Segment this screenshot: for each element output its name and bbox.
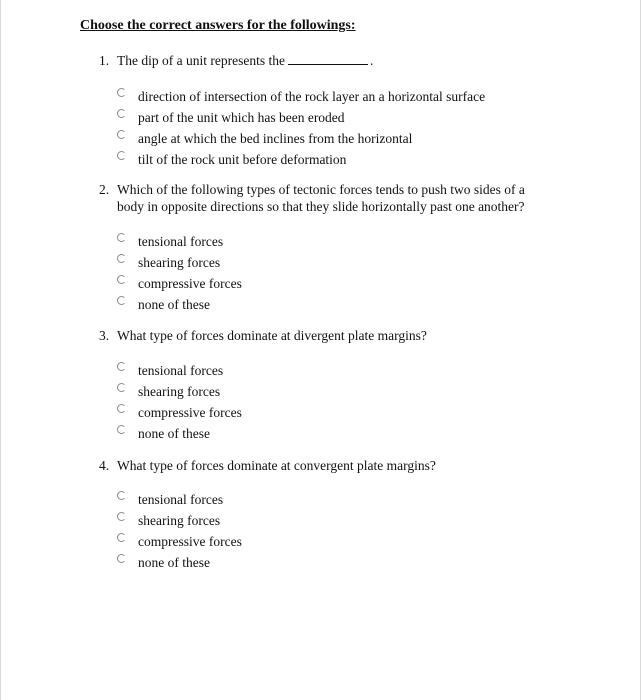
option-label: angle at which the bed inclines from the horizontal xyxy=(138,131,413,146)
option-3d[interactable] xyxy=(117,423,242,444)
question-2-options xyxy=(117,231,242,315)
radio-button[interactable] xyxy=(117,151,126,160)
radio-button[interactable] xyxy=(117,88,126,97)
option-label: none of these xyxy=(138,426,210,441)
radio-button[interactable] xyxy=(117,491,126,500)
question-number: 4. xyxy=(99,458,110,473)
question-4 xyxy=(99,457,600,474)
question-1 xyxy=(99,52,600,69)
option-3c[interactable] xyxy=(117,402,242,423)
question-1-options xyxy=(117,86,485,170)
option-label: compressive forces xyxy=(138,276,242,291)
question-2 xyxy=(99,181,600,215)
quiz-heading: Choose the correct answers for the followings: xyxy=(80,18,356,33)
radio-button[interactable] xyxy=(117,130,126,139)
option-1c[interactable] xyxy=(117,128,485,149)
option-label: shearing forces xyxy=(138,384,221,399)
question-3-options xyxy=(117,360,242,444)
option-2d[interactable] xyxy=(117,294,242,315)
option-label: compressive forces xyxy=(138,534,242,549)
option-label: tilt of the rock unit before deformation xyxy=(138,152,347,167)
radio-button[interactable] xyxy=(117,554,126,563)
question-text: Which of the following types of tectonic forces tends to push two sides of a body in opposite directions so that they slide horizontally past one another? xyxy=(117,182,525,214)
option-4d[interactable] xyxy=(117,552,242,573)
question-number: 1. xyxy=(99,53,110,68)
question-text: The dip of a unit represents the . xyxy=(117,53,374,68)
radio-button[interactable] xyxy=(117,404,126,413)
radio-button[interactable] xyxy=(117,425,126,434)
option-2c[interactable] xyxy=(117,273,242,294)
option-label: none of these xyxy=(138,555,210,570)
option-4a[interactable] xyxy=(117,489,242,510)
radio-button[interactable] xyxy=(117,233,126,242)
radio-button[interactable] xyxy=(117,275,126,284)
radio-button[interactable] xyxy=(117,362,126,371)
question-text: What type of forces dominate at divergent plate margins? xyxy=(117,328,427,343)
option-label: none of these xyxy=(138,297,210,312)
option-label: part of the unit which has been eroded xyxy=(138,110,345,125)
option-1d[interactable] xyxy=(117,149,485,170)
option-label: shearing forces xyxy=(138,513,221,528)
option-label: tensional forces xyxy=(138,492,224,507)
option-1a[interactable] xyxy=(117,86,485,107)
radio-button[interactable] xyxy=(117,254,126,263)
option-label: tensional forces xyxy=(138,234,224,249)
radio-button[interactable] xyxy=(117,512,126,521)
radio-button[interactable] xyxy=(117,296,126,305)
option-3a[interactable] xyxy=(117,360,242,381)
question-4-options xyxy=(117,489,242,573)
question-3 xyxy=(99,327,600,344)
option-2a[interactable] xyxy=(117,231,242,252)
radio-button[interactable] xyxy=(117,533,126,542)
option-4c[interactable] xyxy=(117,531,242,552)
option-label: direction of intersection of the rock layer an a horizontal surface xyxy=(138,89,486,104)
option-2b[interactable] xyxy=(117,252,242,273)
option-label: shearing forces xyxy=(138,255,221,270)
question-number: 2. xyxy=(99,182,110,197)
option-label: compressive forces xyxy=(138,405,242,420)
radio-button[interactable] xyxy=(117,109,126,118)
answer-blank xyxy=(288,52,368,65)
question-text: What type of forces dominate at convergent plate margins? xyxy=(117,458,436,473)
radio-button[interactable] xyxy=(117,383,126,392)
option-3b[interactable] xyxy=(117,381,242,402)
option-label: tensional forces xyxy=(138,363,224,378)
option-1b[interactable] xyxy=(117,107,485,128)
option-4b[interactable] xyxy=(117,510,242,531)
question-number: 3. xyxy=(99,328,110,343)
